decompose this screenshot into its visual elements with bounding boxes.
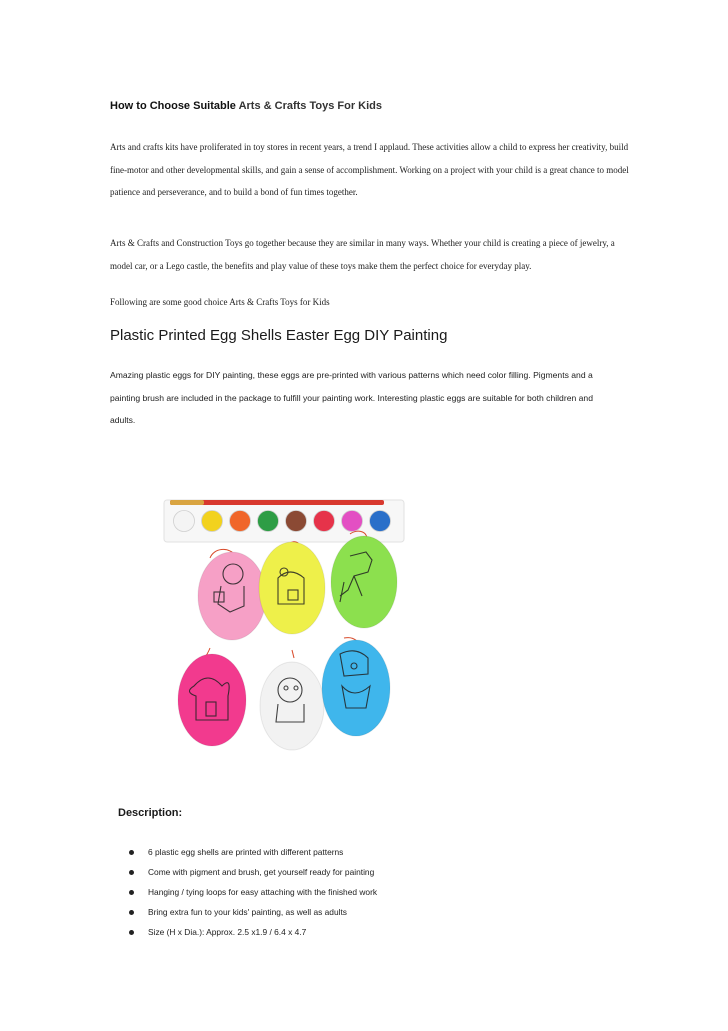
list-item — [126, 882, 546, 902]
paint-swatch — [174, 511, 195, 532]
paint-swatch — [314, 511, 335, 532]
egg-shell — [260, 662, 324, 750]
paragraph-following: Following are some good choice Arts & Crafts Toys for Kids — [110, 297, 330, 307]
bullet-icon — [129, 910, 134, 915]
egg-shell — [198, 552, 266, 640]
bullet-icon — [129, 870, 134, 875]
paragraph-construction: Arts & Crafts and Construction Toys go together because they are similar in many ways. Whether your child is creating a piece of jewelry, a model car, or a Lego castle, the benefits and play value of these toys make them the perfect choice for everyday play. — [110, 238, 615, 271]
paint-swatch — [202, 511, 223, 532]
bullet-icon — [129, 850, 134, 855]
list-item — [126, 862, 546, 882]
list-item-text: Come with pigment and brush, get yourself ready for painting — [148, 867, 375, 877]
product-intro: Amazing plastic eggs for DIY painting, these eggs are pre-printed with various patterns which need color filling. Pigments and a painting brush are included in the package to fulfill your painting work. Interesting plastic eggs are suitable for both children and adults. — [110, 370, 593, 425]
list-item — [126, 922, 546, 942]
paint-swatch — [258, 511, 279, 532]
egg-shell — [322, 640, 390, 736]
egg-shell — [178, 654, 246, 746]
paint-swatch — [230, 511, 251, 532]
list-item — [126, 842, 546, 862]
egg-shell — [331, 536, 397, 628]
egg-shell — [259, 542, 325, 634]
paint-swatch — [370, 511, 391, 532]
list-item-text: 6 plastic egg shells are printed with different patterns — [148, 847, 344, 857]
list-item — [126, 902, 546, 922]
list-item-text: Bring extra fun to your kids' painting, as well as adults — [148, 907, 347, 917]
egg-painting-photo — [118, 486, 408, 781]
paint-swatch — [286, 511, 307, 532]
description-heading: Description: — [118, 807, 183, 819]
description-list — [126, 842, 546, 942]
product-title: Plastic Printed Egg Shells Easter Egg DIY Painting — [110, 327, 448, 344]
paragraph-intro: Arts and crafts kits have proliferated in toy stores in recent years, a trend I applaud. These activities allow a child to express her creativity, build fine-motor and other developmental skills, and gain a sense of accomplishment. Working on a project with your child is a great chance to model patience and perseverance, and to build a bond of fun times together. — [110, 142, 629, 197]
paint-swatch — [342, 511, 363, 532]
heading-rest: Arts & Crafts Toys For Kids — [238, 100, 382, 112]
bullet-icon — [129, 890, 134, 895]
bullet-icon — [129, 930, 134, 935]
list-item-text: Size (H x Dia.): Approx. 2.5 x1.9 / 6.4 x 4.7 — [148, 927, 307, 937]
article-heading — [110, 100, 382, 112]
heading-bold: How to Choose Suitable — [110, 100, 236, 112]
list-item-text: Hanging / tying loops for easy attaching with the finished work — [148, 887, 378, 897]
